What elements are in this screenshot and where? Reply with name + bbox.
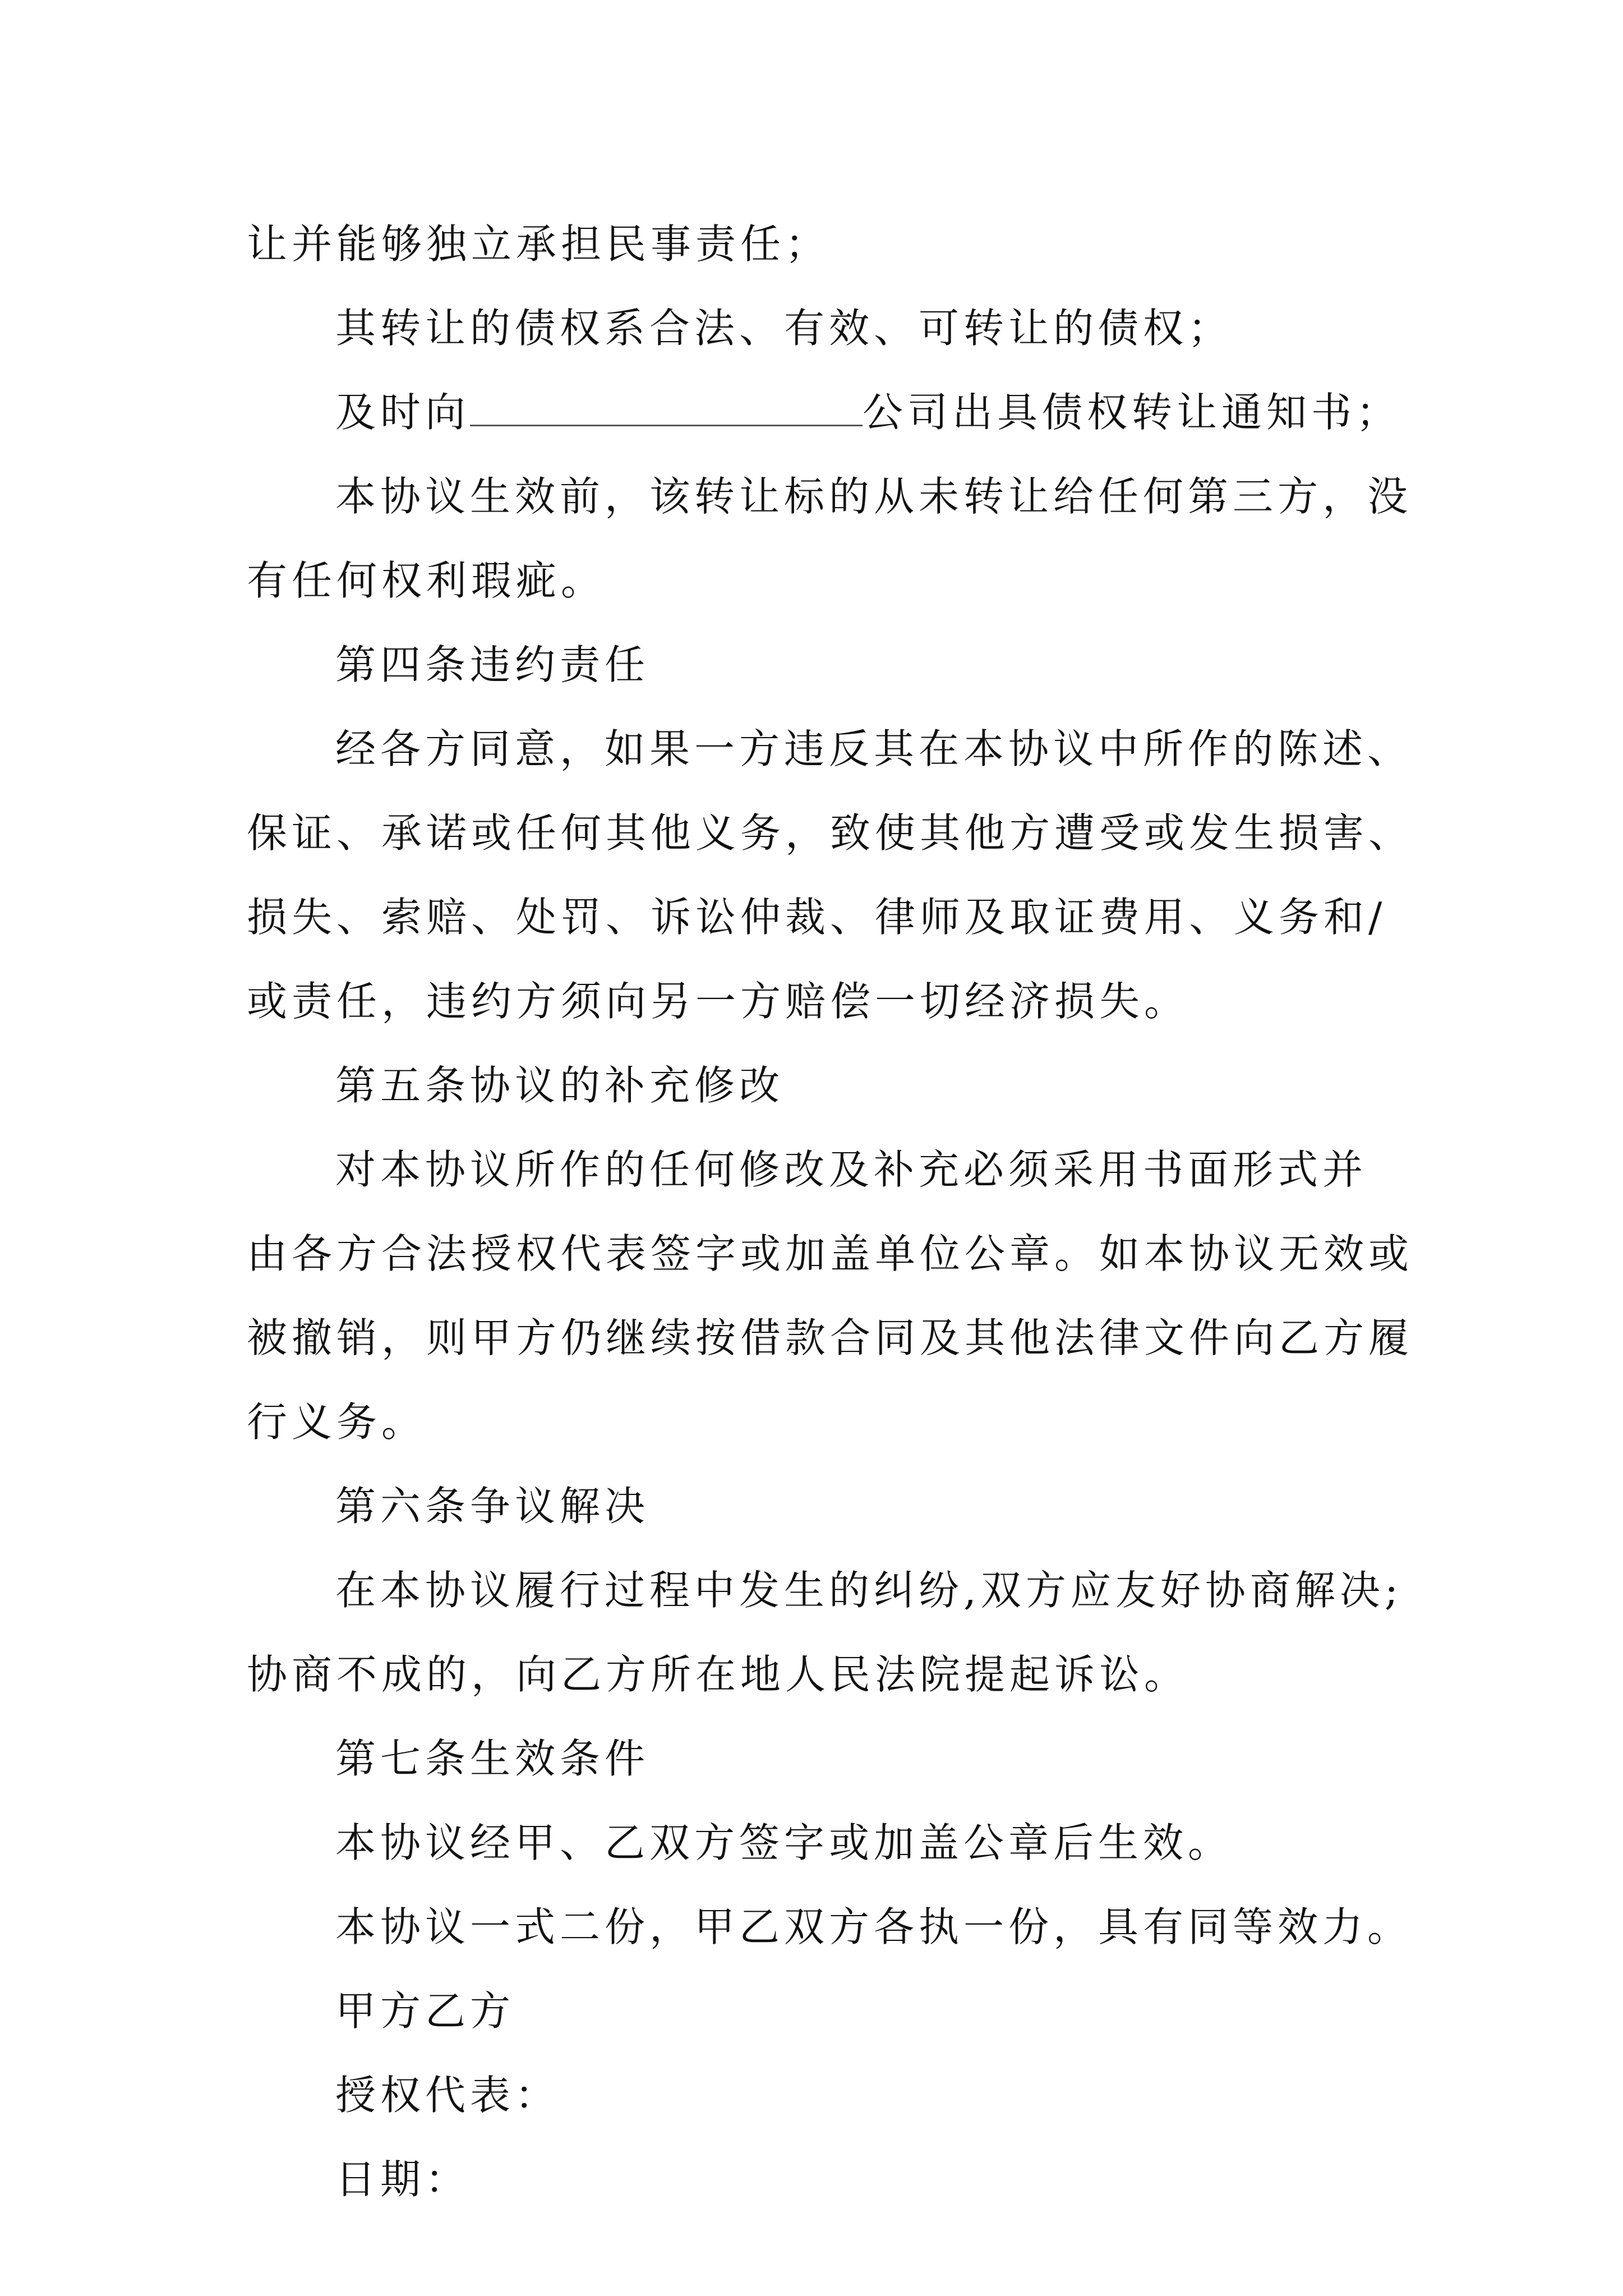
paragraph-line: 在本协议履行过程中发生的纠纷,双方应友好协商解决; — [335, 1567, 1403, 1614]
text-segment: 及时向 — [335, 389, 471, 436]
paragraph-line: 保证、承诺或任何其他义务，致使其他方遭受或发生损害、 — [247, 809, 1414, 857]
signature-parties: 甲方乙方 — [335, 1987, 515, 2035]
fill-in-blank — [470, 374, 863, 426]
paragraph-line: 损失、索赔、处罚、诉讼仲裁、律师及取证费用、义务和/ — [247, 894, 1387, 941]
paragraph-line: 由各方合法授权代表签字或加盖单位公章。如本协议无效或 — [247, 1230, 1414, 1277]
paragraph-line: 本协议一式二份，甲乙双方各执一份，具有同等效力。 — [335, 1903, 1413, 1950]
paragraph-line: 其转让的债权系合法、有效、可转让的债权； — [335, 305, 1233, 352]
section-heading: 第七条生效条件 — [335, 1735, 650, 1782]
paragraph-line: 行义务。 — [247, 1398, 427, 1446]
section-heading: 第六条争议解决 — [335, 1483, 650, 1530]
paragraph-line: 被撤销，则甲方仍继续按借款合同及其他法律文件向乙方履 — [247, 1314, 1414, 1361]
document-body — [247, 202, 1413, 2221]
section-heading: 第四条违约责任 — [335, 641, 650, 688]
paragraph-line: 让并能够独立承担民事责任； — [247, 220, 831, 268]
paragraph-line-with-blank — [247, 370, 1413, 454]
section-heading: 第五条协议的补充修改 — [335, 1062, 785, 1109]
paragraph-line: 经各方同意，如果一方违反其在本协议中所作的陈述、 — [335, 725, 1413, 772]
paragraph-line: 对本协议所作的任何修改及补充必须采用书面形式并 — [335, 1146, 1368, 1193]
paragraph-line: 协商不成的，向乙方所在地人民法院提起诉讼。 — [247, 1651, 1189, 1698]
paragraph-line: 有任何权利瑕疵。 — [247, 557, 606, 604]
text-segment: 公司出具债权转让通知书； — [863, 389, 1401, 436]
paragraph-line: 本协议生效前，该转让标的从未转让给任何第三方，没 — [335, 473, 1413, 520]
paragraph-line: 或责任，违约方须向另一方赔偿一切经济损失。 — [247, 978, 1189, 1025]
authorized-representative-label: 授权代表： — [335, 2072, 560, 2119]
date-label: 日期： — [335, 2156, 471, 2203]
paragraph-line: 本协议经甲、乙双方签字或加盖公章后生效。 — [335, 1819, 1233, 1866]
